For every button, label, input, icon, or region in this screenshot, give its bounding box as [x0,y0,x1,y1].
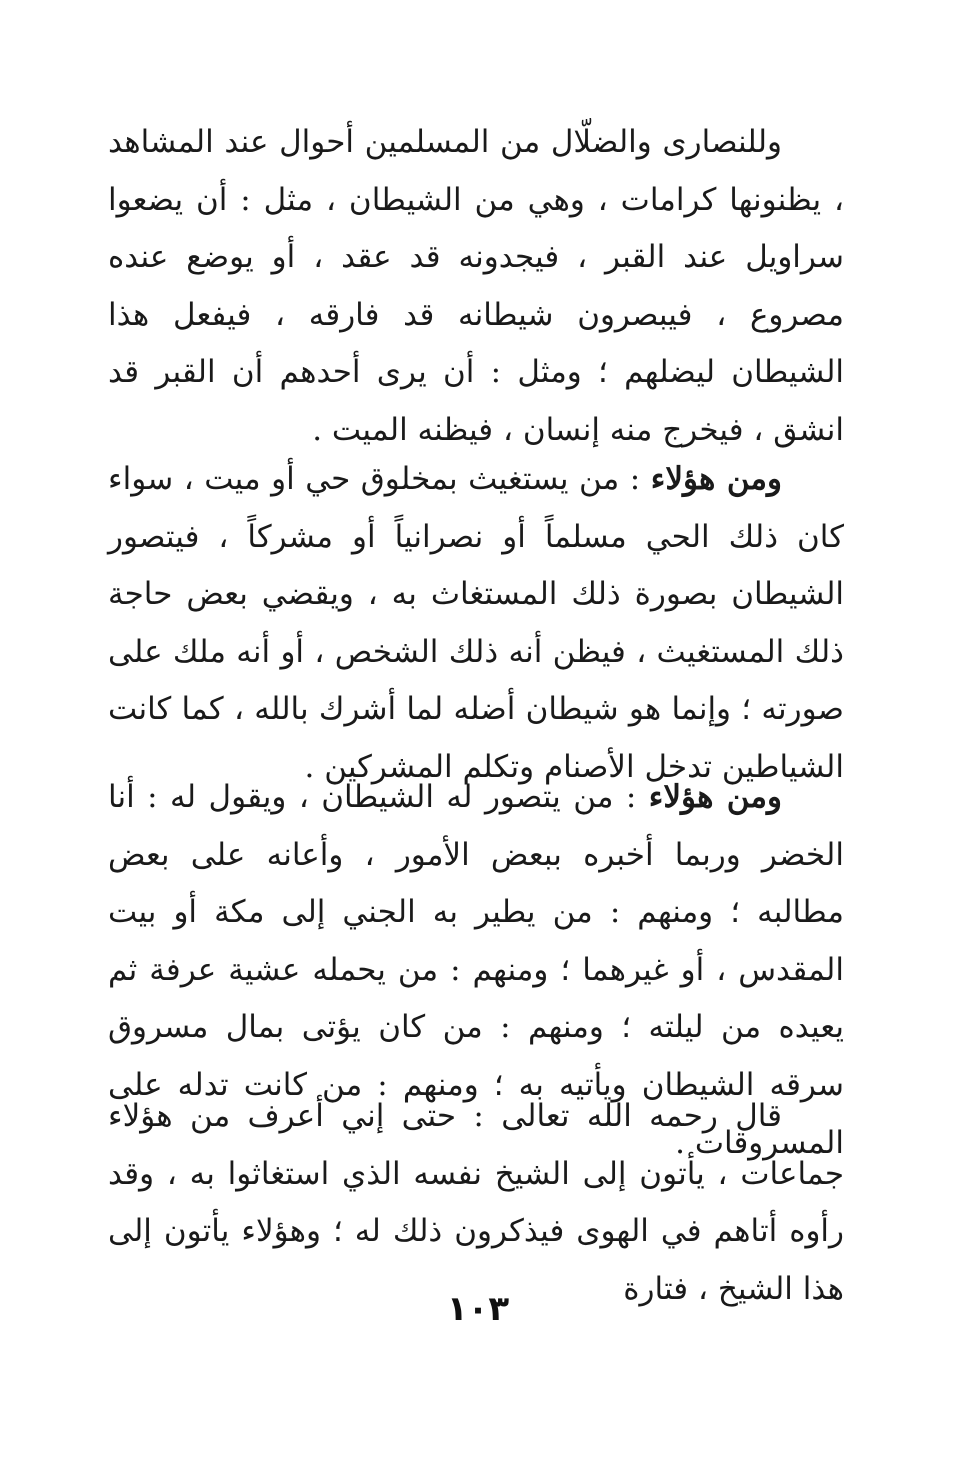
paragraph-2 [108,451,844,797]
paragraph-1-text: وللنصارى والضلّال من المسلمين أحوال عند المشاهد ، يظنونها كرامات ، وهي من الشيطان ، مثل : أن يضعوا سراويل عند القبر ، فيجدونه قد عقد ، أو يوضع عنده مصروع ، فيبصرون شيطانه قد فارقه ، فيفعل هذا الشيطان ليضلهم ؛ ومثل : أن يرى أحدهم أن القبر قد انشق ، فيخرج منه إنسان ، فيظنه الميت . [108,124,844,448]
paragraph-2-text: : من يستغيث بمخلوق حي أو ميت ، سواء كان ذلك الحي مسلماً أو نصرانياً أو مشركاً ، فيتصور الشيطان بصورة ذلك المستغاث به ، ويقضي بعض حاجة ذلك المستغيث ، فيظن أنه ذلك الشخص ، أو أنه ملك على صورته ؛ وإنما هو شيطان أضله لما أشرك بالله ، كما كانت الشياطين تدخل الأصنام وتكلم المشركين . [108,461,844,785]
paragraph-4 [108,1088,844,1318]
paragraph-3-text: : من يتصور له الشيطان ، ويقول له : أنا الخضر وربما أخبره ببعض الأمور ، وأعانه على بعض مطالبه ؛ ومنهم : من يطير به الجني إلى مكة أو بيت المقدس ، أو غيرهما ؛ ومنهم : من يحمله عشية عرفة ثم يعيده من ليلته ؛ ومنهم : من كان يؤتى بمال مسروق سرقه الشيطان ويأتيه به ؛ ومنهم : من كانت تدله على المسروقات . [108,779,844,1161]
page-number: ١٠٣ [446,1289,510,1329]
paragraph-1 [108,114,844,460]
paragraph-3-lead: ومن هؤلاء [648,779,782,815]
paragraph-2-lead: ومن هؤلاء [650,461,782,497]
paragraph-4-text: قال رحمه الله تعالى : حتى إني أعرف من هؤلاء جماعات ، يأتون إلى الشيخ نفسه الذي استغاثوا به ، وقد رأوه أتاهم في الهوى فيذكرون ذلك له ؛ وهؤلاء يأتون إلى هذا الشيخ ، فتارة [108,1098,844,1307]
